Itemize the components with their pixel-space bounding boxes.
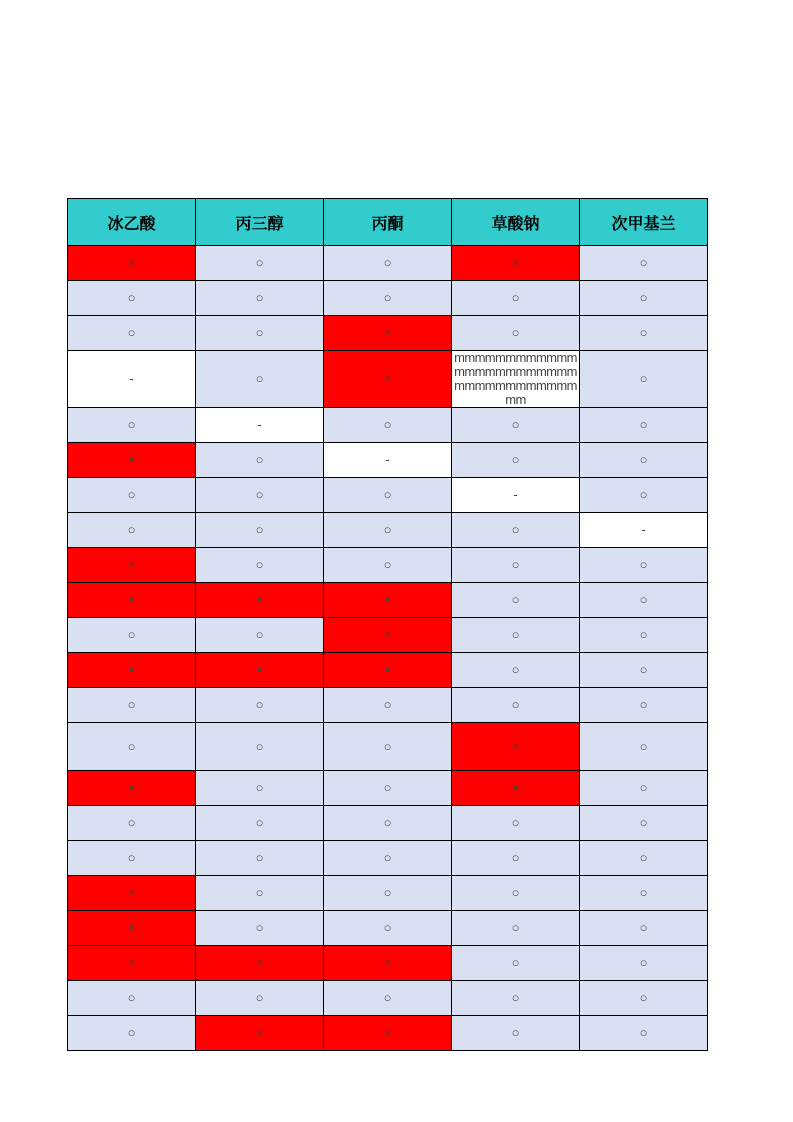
table-row xyxy=(68,911,708,946)
table-cell: ○ xyxy=(196,513,324,548)
table-cell: × xyxy=(324,1016,452,1051)
table-cell: × xyxy=(68,246,196,281)
table-row xyxy=(68,981,708,1016)
table-cell: ○ xyxy=(580,583,708,618)
table-cell: × xyxy=(324,316,452,351)
table-cell: - xyxy=(324,443,452,478)
table-row xyxy=(68,478,708,513)
table-row xyxy=(68,876,708,911)
table-cell: × xyxy=(324,351,452,408)
table-row xyxy=(68,351,708,408)
table-cell: ○ xyxy=(196,316,324,351)
table-cell: ○ xyxy=(324,548,452,583)
table-cell: ○ xyxy=(196,688,324,723)
table-cell: ○ xyxy=(68,841,196,876)
table-row xyxy=(68,443,708,478)
table-cell: ○ xyxy=(580,841,708,876)
table-cell: ○ xyxy=(324,981,452,1016)
table-cell: ○ xyxy=(324,513,452,548)
table-row xyxy=(68,806,708,841)
table-row xyxy=(68,246,708,281)
table-cell: ○ xyxy=(452,513,580,548)
table-cell: ○ xyxy=(452,981,580,1016)
column-header: 丙三醇 xyxy=(196,199,324,246)
table-cell: ○ xyxy=(580,981,708,1016)
table-cell: - xyxy=(580,513,708,548)
table-cell: ○ xyxy=(580,548,708,583)
table-cell: × xyxy=(68,771,196,806)
table-cell: - xyxy=(68,351,196,408)
table-cell: ○ xyxy=(324,723,452,771)
table-cell: ○ xyxy=(580,806,708,841)
table-row xyxy=(68,771,708,806)
table-cell: × xyxy=(324,583,452,618)
table-cell: × xyxy=(68,876,196,911)
column-header: 次甲基兰 xyxy=(580,199,708,246)
table-cell: ○ xyxy=(324,806,452,841)
table-cell: × xyxy=(68,583,196,618)
table-cell: × xyxy=(452,723,580,771)
table-row xyxy=(68,946,708,981)
table-cell: ○ xyxy=(580,443,708,478)
table-body xyxy=(68,246,708,1051)
table-cell: ○ xyxy=(196,806,324,841)
table-cell: ○ xyxy=(324,841,452,876)
table-cell: × xyxy=(68,443,196,478)
table-cell: ○ xyxy=(452,316,580,351)
table-cell: × xyxy=(324,946,452,981)
table-cell: ○ xyxy=(324,771,452,806)
table-cell: ○ xyxy=(452,946,580,981)
table-cell: ○ xyxy=(452,876,580,911)
table-cell: × xyxy=(68,548,196,583)
table-cell: ○ xyxy=(196,478,324,513)
column-header: 草酸钠 xyxy=(452,199,580,246)
table-cell: × xyxy=(68,946,196,981)
table-cell: ○ xyxy=(324,281,452,316)
table-cell: ○ xyxy=(580,408,708,443)
table-row xyxy=(68,513,708,548)
table-cell: × xyxy=(196,946,324,981)
table-cell: ○ xyxy=(580,688,708,723)
table-cell: ○ xyxy=(580,246,708,281)
table-cell: ○ xyxy=(580,618,708,653)
table-row xyxy=(68,841,708,876)
table-row xyxy=(68,723,708,771)
table-cell: ○ xyxy=(452,618,580,653)
column-header: 丙酮 xyxy=(324,199,452,246)
table-cell: ○ xyxy=(452,408,580,443)
table-cell: - xyxy=(196,408,324,443)
table-cell: ○ xyxy=(324,911,452,946)
table-row xyxy=(68,548,708,583)
table-cell: ○ xyxy=(580,876,708,911)
table-cell: × xyxy=(196,1016,324,1051)
table-cell: ○ xyxy=(452,548,580,583)
table-row xyxy=(68,618,708,653)
table-cell: ○ xyxy=(196,246,324,281)
table-cell: ○ xyxy=(452,841,580,876)
table-cell: ○ xyxy=(580,653,708,688)
table-cell: ○ xyxy=(196,351,324,408)
table-cell: ○ xyxy=(196,841,324,876)
table-cell: ○ xyxy=(68,981,196,1016)
table-cell: ○ xyxy=(580,281,708,316)
table-cell: ○ xyxy=(68,316,196,351)
table-cell: ○ xyxy=(68,408,196,443)
table-cell: ○ xyxy=(196,618,324,653)
table-cell: ○ xyxy=(452,806,580,841)
table-cell: ○ xyxy=(580,771,708,806)
table-cell: × xyxy=(68,653,196,688)
table-cell: ○ xyxy=(68,806,196,841)
header-row xyxy=(68,199,708,246)
table-cell: ○ xyxy=(324,478,452,513)
table-cell: ○ xyxy=(324,408,452,443)
table-cell: ○ xyxy=(196,281,324,316)
table-cell: ○ xyxy=(196,771,324,806)
table-cell: ○ xyxy=(324,246,452,281)
table-cell: ○ xyxy=(580,723,708,771)
table-cell: ○ xyxy=(452,688,580,723)
table-row xyxy=(68,688,708,723)
table-cell: ○ xyxy=(196,443,324,478)
table-row xyxy=(68,408,708,443)
table-row xyxy=(68,281,708,316)
table-cell: ○ xyxy=(196,981,324,1016)
table-cell: ○ xyxy=(68,688,196,723)
table-cell: ○ xyxy=(452,443,580,478)
table-cell: × xyxy=(196,653,324,688)
table-cell: ○ xyxy=(68,513,196,548)
table-cell: ○ xyxy=(452,281,580,316)
compatibility-table xyxy=(67,198,708,1051)
table-cell: × xyxy=(452,246,580,281)
table-cell: ○ xyxy=(196,723,324,771)
table-cell: ○ xyxy=(68,618,196,653)
table-row xyxy=(68,583,708,618)
table-cell: ○ xyxy=(452,911,580,946)
table-cell: ○ xyxy=(580,316,708,351)
table-cell: mmmmmmmmmmmmmmmmmmmmmmmmmmmmmmmmmmmmmm xyxy=(452,351,580,408)
table-cell: ○ xyxy=(580,1016,708,1051)
table-cell: ○ xyxy=(196,876,324,911)
table-row xyxy=(68,316,708,351)
table-cell: ○ xyxy=(580,911,708,946)
table-cell: - xyxy=(452,478,580,513)
table-row xyxy=(68,1016,708,1051)
table-cell: ○ xyxy=(580,351,708,408)
table-cell: ○ xyxy=(324,688,452,723)
table-cell: ○ xyxy=(68,478,196,513)
table-cell: × xyxy=(324,653,452,688)
table-cell: ○ xyxy=(452,583,580,618)
table-cell: ○ xyxy=(580,946,708,981)
table-cell: ○ xyxy=(196,548,324,583)
table-cell: ○ xyxy=(452,653,580,688)
table-cell: × xyxy=(324,618,452,653)
table-cell: × xyxy=(196,583,324,618)
table-cell: ○ xyxy=(68,1016,196,1051)
table-cell: ○ xyxy=(68,723,196,771)
table-cell: × xyxy=(68,911,196,946)
table-row xyxy=(68,653,708,688)
column-header: 冰乙酸 xyxy=(68,199,196,246)
table-cell: × xyxy=(452,771,580,806)
table-cell: ○ xyxy=(452,1016,580,1051)
table-cell: ○ xyxy=(324,876,452,911)
table-cell: ○ xyxy=(196,911,324,946)
table-cell: ○ xyxy=(580,478,708,513)
table-cell: ○ xyxy=(68,281,196,316)
